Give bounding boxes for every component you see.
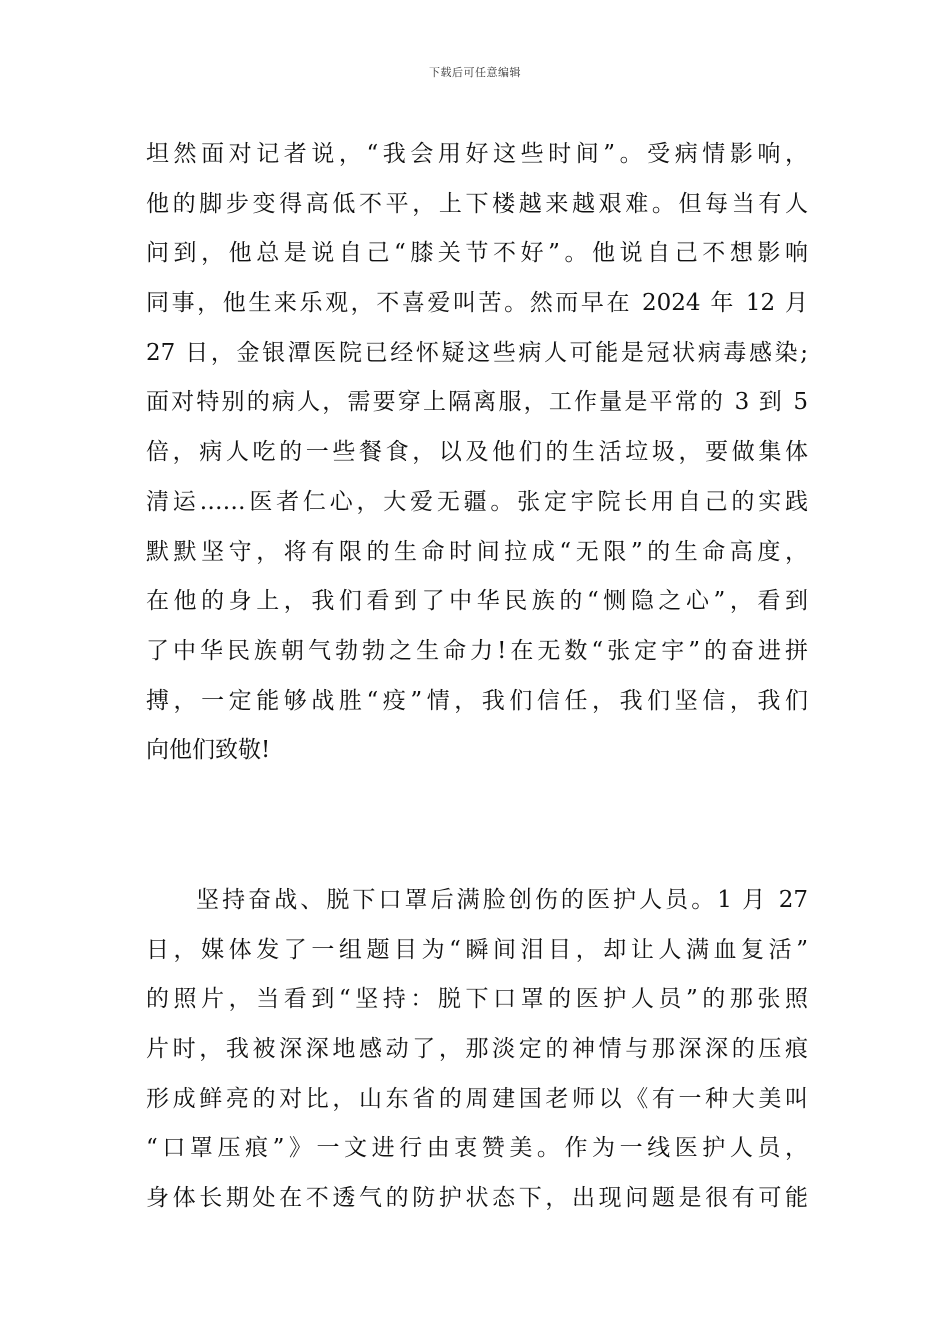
text-line: 坚持奋战、脱下口罩后满脸创伤的医护人员。1 月 27 [196,886,808,913]
text-line: 默默坚守，将有限的生命时间拉成“无限”的生命高度， [146,538,808,565]
text-line: 27 日，金银潭医院已经怀疑这些病人可能是冠状病毒感染; [146,339,808,366]
text-line: 向他们致敬! [146,737,271,764]
text-line: 同事，他生来乐观，不喜爱叫苦。然而早在 2024 年 12 月 [146,290,808,317]
text-line: 搏，一定能够战胜“疫”情，我们信任，我们坚信，我们 [146,687,808,714]
text-line: 日，媒体发了一组题目为“瞬间泪目，却让人满血复活” [146,936,808,963]
text-line: 身体长期处在不透气的防护状态下，出现问题是很有可能 [146,1185,808,1212]
text-line: 他的脚步变得高低不平，上下楼越来越艰难。但每当有人 [146,190,808,217]
text-line: 形成鲜亮的对比，山东省的周建国老师以《有一种大美叫 [146,1085,808,1112]
text-line: 面对特别的病人，需要穿上隔离服，工作量是平常的 3 到 5 [146,389,808,416]
text-line: 片时，我被深深地感动了，那淡定的神情与那深深的压痕 [146,1036,808,1062]
text-line: 了中华民族朝气勃勃之生命力!在无数“张定宇”的奋进拼 [146,637,808,664]
text-line: 问到，他总是说自己“膝关节不好”。他说自己不想影响 [146,240,808,267]
paragraph-1 [146,130,808,776]
text-line: 倍，病人吃的一些餐食，以及他们的生活垃圾，要做集体 [146,439,808,466]
text-line: 坦然面对记者说，“我会用好这些时间”。受病情影响， [146,141,808,167]
text-line: “口罩压痕”》一文进行由衷赞美。作为一线医护人员， [146,1135,808,1162]
document-body [146,130,808,1224]
text-line: 清运……医者仁心，大爱无疆。张定宇院长用自己的实践 [146,488,808,515]
text-line: 在他的身上，我们看到了中华民族的“恻隐之心”，看到 [146,588,808,615]
page-header: 下载后可任意编辑 [429,66,521,79]
paragraph-2 [146,876,808,1224]
text-line: 的照片，当看到“坚持：脱下口罩的医护人员”的那张照 [146,986,808,1013]
